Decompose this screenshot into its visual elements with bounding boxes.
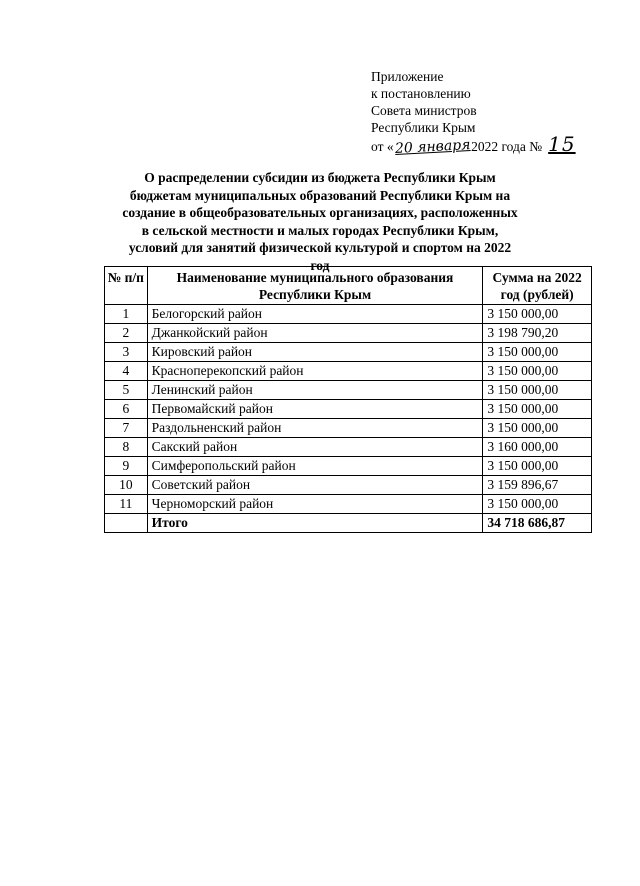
row-name: Красноперекопский район bbox=[147, 362, 483, 381]
row-name: Джанкойский район bbox=[147, 324, 483, 343]
row-sum: 3 150 000,00 bbox=[483, 495, 592, 514]
row-num: 9 bbox=[105, 457, 148, 476]
row-sum: 3 150 000,00 bbox=[483, 343, 592, 362]
appendix-line-3: Совета министров bbox=[371, 103, 477, 118]
table-row bbox=[105, 419, 592, 438]
table-row bbox=[105, 305, 592, 324]
table-row bbox=[105, 438, 592, 457]
row-sum: 3 159 896,67 bbox=[483, 476, 592, 495]
date-suffix: 2022 года № bbox=[471, 139, 543, 154]
table-body bbox=[105, 305, 592, 533]
row-name: Черноморский район bbox=[147, 495, 483, 514]
row-sum: 3 150 000,00 bbox=[483, 362, 592, 381]
row-num: 6 bbox=[105, 400, 148, 419]
table-row bbox=[105, 476, 592, 495]
appendix-line-2: к постановлению bbox=[371, 86, 471, 101]
row-num: 8 bbox=[105, 438, 148, 457]
table-row bbox=[105, 495, 592, 514]
date-prefix: от « bbox=[371, 139, 394, 154]
table-row bbox=[105, 457, 592, 476]
appendix-header bbox=[371, 68, 576, 156]
row-name: Кировский район bbox=[147, 343, 483, 362]
table-row bbox=[105, 343, 592, 362]
row-num: 10 bbox=[105, 476, 148, 495]
row-num: 2 bbox=[105, 324, 148, 343]
row-sum: 3 150 000,00 bbox=[483, 305, 592, 324]
row-num: 5 bbox=[105, 381, 148, 400]
row-sum: 3 198 790,20 bbox=[483, 324, 592, 343]
row-name: Первомайский район bbox=[147, 400, 483, 419]
total-sum: 34 718 686,87 bbox=[483, 514, 592, 533]
row-name: Советский район bbox=[147, 476, 483, 495]
row-sum: 3 150 000,00 bbox=[483, 457, 592, 476]
table-row bbox=[105, 381, 592, 400]
row-name: Симферопольский район bbox=[147, 457, 483, 476]
total-num-cell bbox=[105, 514, 148, 533]
total-label: Итого bbox=[147, 514, 483, 533]
subsidy-table bbox=[104, 266, 592, 533]
appendix-line-1: Приложение bbox=[371, 69, 444, 84]
header-num: № п/п bbox=[105, 267, 148, 305]
total-row bbox=[105, 514, 592, 533]
appendix-line-4: Республики Крым bbox=[371, 120, 476, 135]
table-header-row bbox=[105, 267, 592, 305]
row-sum: 3 150 000,00 bbox=[483, 381, 592, 400]
handwritten-number: 15 bbox=[548, 132, 576, 156]
row-sum: 3 150 000,00 bbox=[483, 400, 592, 419]
row-sum: 3 150 000,00 bbox=[483, 419, 592, 438]
row-name: Ленинский район bbox=[147, 381, 483, 400]
handwritten-date: 20 января bbox=[394, 137, 471, 157]
table-row bbox=[105, 324, 592, 343]
header-sum: Сумма на 2022 год (рублей) bbox=[483, 267, 592, 305]
row-name: Белогорский район bbox=[147, 305, 483, 324]
header-name: Наименование муниципального образования Республики Крым bbox=[147, 267, 483, 305]
row-name: Раздольненский район bbox=[147, 419, 483, 438]
row-sum: 3 160 000,00 bbox=[483, 438, 592, 457]
row-num: 4 bbox=[105, 362, 148, 381]
row-num: 1 bbox=[105, 305, 148, 324]
document-title: О распределении субсидии из бюджета Республики Крым бюджетам муниципальных образований Республики Крым на создание в общеобразовательных организациях, расположенных в сельской местности и малых городах Республики Крым, условий для занятий физической культурой и спортом на 2022 год bbox=[122, 170, 518, 273]
row-num: 7 bbox=[105, 419, 148, 438]
row-name: Сакский район bbox=[147, 438, 483, 457]
table-row bbox=[105, 362, 592, 381]
row-num: 3 bbox=[105, 343, 148, 362]
appendix-date-line bbox=[371, 132, 576, 157]
table-row bbox=[105, 400, 592, 419]
row-num: 11 bbox=[105, 495, 148, 514]
